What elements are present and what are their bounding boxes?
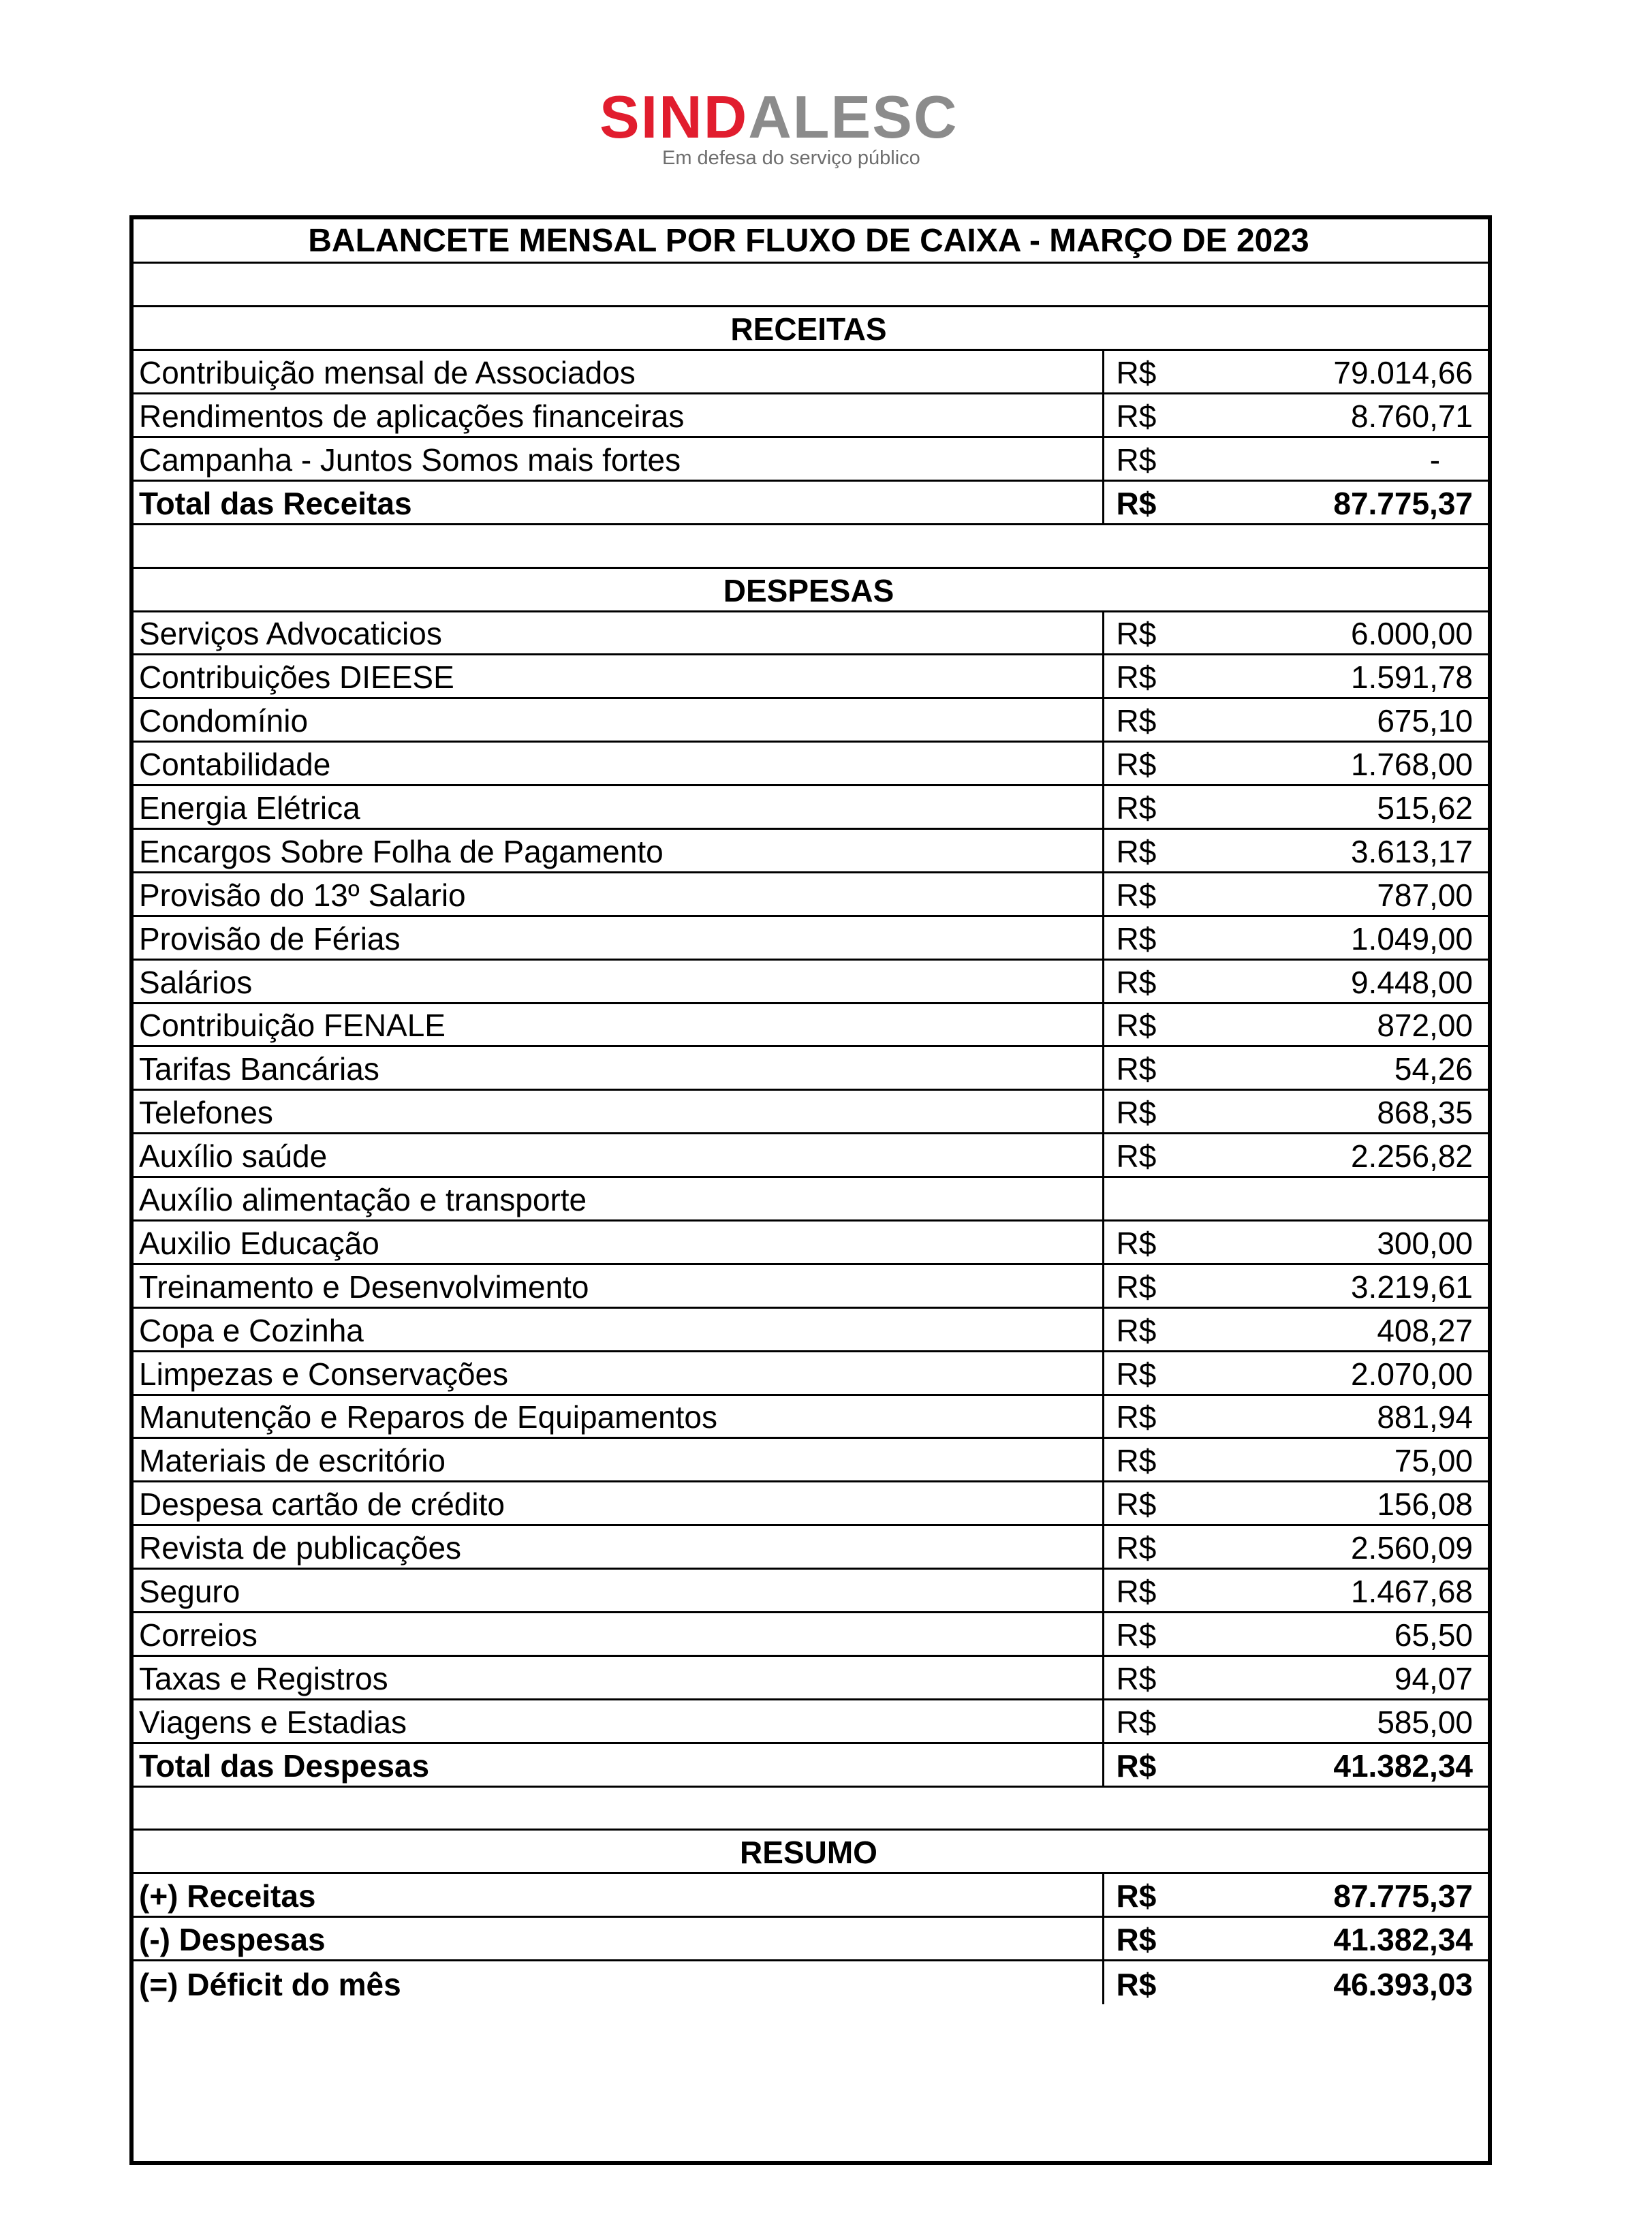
section-heading: RECEITAS [134, 307, 1488, 350]
currency-symbol: R$ [1116, 1747, 1157, 1784]
despesa-row [134, 1003, 1488, 1046]
row-label: Revista de publicações [134, 1525, 1103, 1569]
title-row [134, 219, 1488, 263]
receita-row [134, 437, 1488, 480]
amount-value: 75,00 [1394, 1443, 1474, 1479]
amount-value: 41.382,34 [1333, 1922, 1474, 1958]
row-label: Limpezas e Conservações [134, 1351, 1103, 1395]
despesa-row [134, 1699, 1488, 1743]
despesa-row [134, 828, 1488, 872]
currency-symbol: R$ [1116, 1269, 1157, 1305]
despesa-row [134, 1090, 1488, 1134]
row-label: Viagens e Estadias [134, 1699, 1103, 1743]
row-amount [1103, 480, 1488, 524]
amount-value: 3.219,61 [1350, 1269, 1474, 1305]
amount-value: 156,08 [1377, 1487, 1474, 1523]
currency-symbol: R$ [1116, 1443, 1157, 1479]
row-amount [1103, 872, 1488, 916]
total-receitas-row [134, 480, 1488, 524]
balance-table [134, 219, 1488, 2004]
row-label: Provisão do 13º Salario [134, 872, 1103, 916]
despesa-row [134, 1134, 1488, 1177]
currency-symbol: R$ [1116, 1095, 1157, 1131]
amount-value: 94,07 [1394, 1660, 1474, 1696]
row-label: Total das Receitas [134, 480, 1103, 524]
despesa-row [134, 742, 1488, 785]
row-label: Provisão de Férias [134, 916, 1103, 959]
currency-symbol: R$ [1116, 1878, 1157, 1914]
currency-symbol: R$ [1116, 920, 1157, 956]
despesa-row [134, 1655, 1488, 1699]
row-label: Contabilidade [134, 742, 1103, 785]
blank-cell [134, 263, 1488, 307]
receitas-heading-row [134, 307, 1488, 350]
currency-symbol: R$ [1116, 1487, 1157, 1523]
row-amount [1103, 1743, 1488, 1786]
despesa-row [134, 1264, 1488, 1307]
amount-value: 87.775,37 [1333, 1878, 1474, 1914]
row-label: Auxílio saúde [134, 1134, 1103, 1177]
row-label: Serviços Advocaticios [134, 611, 1103, 655]
currency-symbol: R$ [1116, 1617, 1157, 1653]
amount-value: 8.760,71 [1350, 398, 1474, 434]
row-label: Seguro [134, 1569, 1103, 1613]
row-label: Condomínio [134, 698, 1103, 742]
row-amount [1103, 1438, 1488, 1482]
currency-symbol: R$ [1116, 1051, 1157, 1087]
balance-sheet [129, 215, 1492, 2165]
spacer-row [134, 524, 1488, 567]
currency-symbol: R$ [1116, 1225, 1157, 1261]
row-amount [1103, 916, 1488, 959]
resumo-row [134, 1873, 1488, 1917]
blank-cell [134, 524, 1488, 567]
row-label: Correios [134, 1613, 1103, 1656]
row-amount [1103, 698, 1488, 742]
row-amount [1103, 742, 1488, 785]
amount-value: 585,00 [1377, 1704, 1474, 1740]
amount-value: 46.393,03 [1333, 1966, 1474, 2002]
currency-symbol: R$ [1116, 877, 1157, 913]
despesa-row [134, 1046, 1488, 1090]
row-amount [1103, 394, 1488, 437]
row-amount [1103, 959, 1488, 1003]
row-label: (-) Despesas [134, 1917, 1103, 1961]
spacer-row [134, 263, 1488, 307]
amount-value: 65,50 [1394, 1617, 1474, 1653]
despesa-row [134, 1438, 1488, 1482]
amount-value: 300,00 [1377, 1225, 1474, 1261]
despesa-row [134, 1613, 1488, 1656]
despesa-row [134, 698, 1488, 742]
sindalesc-logo [599, 83, 981, 169]
blank-cell [134, 1786, 1488, 1830]
row-amount [1103, 1699, 1488, 1743]
row-label: Contribuição FENALE [134, 1003, 1103, 1046]
logo-tagline: Em defesa do serviço público [662, 147, 920, 169]
currency-symbol: R$ [1116, 1660, 1157, 1696]
row-label: Encargos Sobre Folha de Pagamento [134, 828, 1103, 872]
currency-symbol: R$ [1116, 659, 1157, 696]
resumo-heading-row [134, 1830, 1488, 1873]
despesa-row [134, 1395, 1488, 1438]
page-title: BALANCETE MENSAL POR FLUXO DE CAIXA - MARÇO DE 2023 [134, 219, 1488, 263]
row-label: Treinamento e Desenvolvimento [134, 1264, 1103, 1307]
section-heading: RESUMO [134, 1830, 1488, 1873]
row-amount [1103, 1482, 1488, 1525]
amount-value: 787,00 [1377, 877, 1474, 913]
row-amount [1103, 1003, 1488, 1046]
currency-symbol: R$ [1116, 747, 1157, 783]
amount-value: 408,27 [1377, 1312, 1474, 1348]
currency-symbol: R$ [1116, 1312, 1157, 1348]
amount-value: 9.448,00 [1350, 964, 1474, 1000]
row-label: Telefones [134, 1090, 1103, 1134]
currency-symbol: R$ [1116, 398, 1157, 434]
amount-value: 87.775,37 [1333, 485, 1474, 521]
total-despesas-row [134, 1743, 1488, 1786]
row-label: Manutenção e Reparos de Equipamentos [134, 1395, 1103, 1438]
amount-value: 2.560,09 [1350, 1530, 1474, 1566]
despesa-row [134, 872, 1488, 916]
receita-row [134, 350, 1488, 394]
row-label: Salários [134, 959, 1103, 1003]
despesa-row [134, 785, 1488, 829]
amount-value: 54,26 [1394, 1051, 1474, 1087]
row-amount [1103, 828, 1488, 872]
amount-value: 1.049,00 [1350, 920, 1474, 956]
receita-row [134, 394, 1488, 437]
row-amount [1103, 1046, 1488, 1090]
currency-symbol: R$ [1116, 790, 1157, 826]
row-amount [1103, 1613, 1488, 1656]
row-amount [1103, 1177, 1488, 1221]
row-amount [1103, 1395, 1488, 1438]
row-label: Taxas e Registros [134, 1655, 1103, 1699]
row-label: Auxílio alimentação e transporte [134, 1177, 1103, 1221]
currency-symbol: R$ [1116, 616, 1157, 652]
despesa-row [134, 1482, 1488, 1525]
balance-table-body [134, 219, 1488, 2004]
amount-value: 41.382,34 [1333, 1747, 1474, 1784]
row-amount [1103, 350, 1488, 394]
currency-symbol: R$ [1116, 1530, 1157, 1566]
row-label: Contribuição mensal de Associados [134, 350, 1103, 394]
currency-symbol: R$ [1116, 1922, 1157, 1958]
row-label: (+) Receitas [134, 1873, 1103, 1917]
amount-value: 3.613,17 [1350, 833, 1474, 869]
row-label: Rendimentos de aplicações financeiras [134, 394, 1103, 437]
row-amount [1103, 1220, 1488, 1264]
row-amount [1103, 655, 1488, 698]
currency-symbol: R$ [1116, 703, 1157, 739]
row-label: Energia Elétrica [134, 785, 1103, 829]
despesa-row [134, 1307, 1488, 1351]
despesa-row [134, 655, 1488, 698]
row-label: Total das Despesas [134, 1743, 1103, 1786]
despesa-row [134, 1220, 1488, 1264]
amount-value: 79.014,66 [1333, 355, 1474, 391]
amount-value: 872,00 [1377, 1008, 1474, 1044]
amount-value: 2.256,82 [1350, 1138, 1474, 1175]
spacer-row [134, 1786, 1488, 1830]
row-label: Despesa cartão de crédito [134, 1482, 1103, 1525]
despesa-row [134, 1351, 1488, 1395]
amount-value: 675,10 [1377, 703, 1474, 739]
row-label: (=) Déficit do mês [134, 1961, 1103, 2004]
currency-symbol: R$ [1116, 441, 1157, 478]
amount-value: 1.768,00 [1350, 747, 1474, 783]
row-label: Auxilio Educação [134, 1220, 1103, 1264]
section-heading: DESPESAS [134, 567, 1488, 611]
amount-value: - [1429, 441, 1441, 478]
currency-symbol: R$ [1116, 964, 1157, 1000]
despesa-row [134, 916, 1488, 959]
despesa-row [134, 1525, 1488, 1569]
row-label: Contribuições DIEESE [134, 655, 1103, 698]
logo-wordmark: SINDALESC [599, 83, 959, 151]
row-amount [1103, 1569, 1488, 1613]
amount-value: 1.467,68 [1350, 1574, 1474, 1609]
despesa-row [134, 959, 1488, 1003]
row-amount [1103, 1525, 1488, 1569]
currency-symbol: R$ [1116, 1138, 1157, 1175]
row-label: Materiais de escritório [134, 1438, 1103, 1482]
row-amount [1103, 1961, 1488, 2004]
despesas-heading-row [134, 567, 1488, 611]
row-label: Campanha - Juntos Somos mais fortes [134, 437, 1103, 480]
row-amount [1103, 1134, 1488, 1177]
row-amount [1103, 1655, 1488, 1699]
row-amount [1103, 785, 1488, 829]
row-amount [1103, 1351, 1488, 1395]
row-amount [1103, 1917, 1488, 1961]
currency-symbol: R$ [1116, 1966, 1157, 2002]
amount-value: 515,62 [1377, 790, 1474, 826]
currency-symbol: R$ [1116, 1356, 1157, 1392]
amount-value: 1.591,78 [1350, 659, 1474, 696]
row-amount [1103, 1090, 1488, 1134]
currency-symbol: R$ [1116, 833, 1157, 869]
despesa-row [134, 611, 1488, 655]
currency-symbol: R$ [1116, 1008, 1157, 1044]
amount-value: 868,35 [1377, 1095, 1474, 1131]
row-amount [1103, 611, 1488, 655]
row-amount [1103, 1264, 1488, 1307]
amount-value: 6.000,00 [1350, 616, 1474, 652]
currency-symbol: R$ [1116, 485, 1157, 521]
row-label: Copa e Cozinha [134, 1307, 1103, 1351]
row-amount [1103, 1873, 1488, 1917]
amount-value: 881,94 [1377, 1399, 1474, 1435]
currency-symbol: R$ [1116, 1704, 1157, 1740]
currency-symbol: R$ [1116, 355, 1157, 391]
resumo-row [134, 1917, 1488, 1961]
despesa-row [134, 1177, 1488, 1221]
despesa-row [134, 1569, 1488, 1613]
currency-symbol: R$ [1116, 1399, 1157, 1435]
row-label: Tarifas Bancárias [134, 1046, 1103, 1090]
row-amount [1103, 437, 1488, 480]
row-amount [1103, 1307, 1488, 1351]
currency-symbol: R$ [1116, 1574, 1157, 1609]
resumo-row [134, 1961, 1488, 2004]
amount-value: 2.070,00 [1350, 1356, 1474, 1392]
